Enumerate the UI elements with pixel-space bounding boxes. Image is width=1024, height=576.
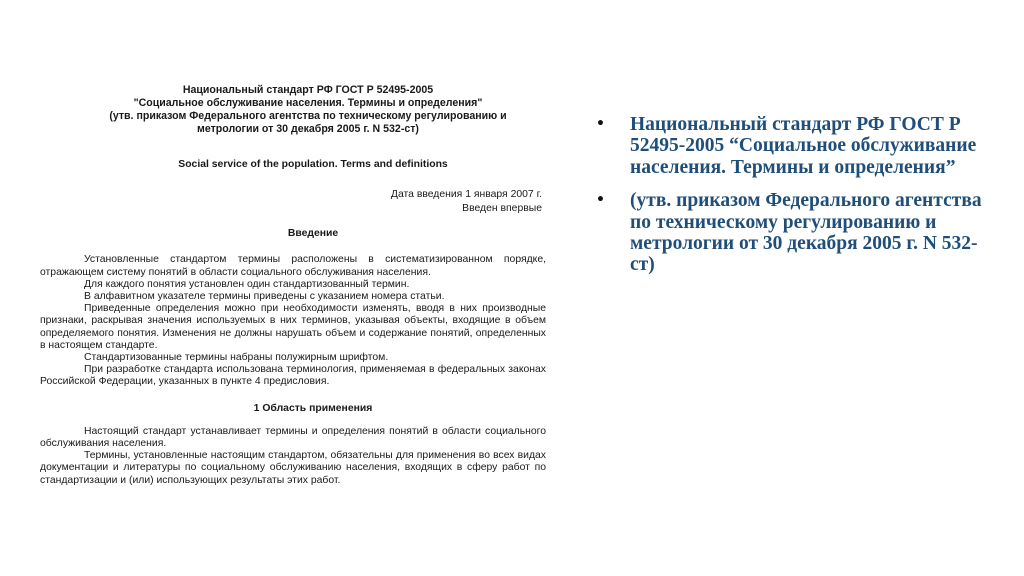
slide-bullet-list (596, 114, 996, 288)
bullet-dot-icon: • (596, 192, 605, 209)
bullet-text: Национальный стандарт РФ ГОСТ Р 52495-2005 “Социальное обслуживание населения. Термины и определения” (630, 114, 977, 178)
english-title: Social service of the population. Terms and definitions (178, 159, 448, 170)
scope-paragraph: Термины, установленные настоящим стандартом, обязательны для применения во всех видах документации и литературы по социальному обслуживанию населения, входящих в сферу работ по стандартизации и (или) использующих результаты этих работ. (40, 450, 546, 486)
header-line: "Социальное обслуживание населения. Термины и определения" (133, 97, 483, 109)
scope-paragraphs (40, 426, 546, 487)
bullet-dot-icon: • (596, 116, 605, 132)
header-line: Национальный стандарт РФ ГОСТ Р 52495-2005 (182, 84, 434, 96)
document-header (40, 84, 546, 136)
intro-paragraph: При разработке стандарта использована терминология, применяемая в федеральных законах Российской Федерации, указанных в пункте 4 предисловия. (40, 364, 546, 388)
bullet-item (596, 190, 996, 276)
scope-heading: 1 Область применения (253, 402, 373, 414)
date-block (40, 188, 546, 216)
scanned-document (40, 84, 546, 487)
intro-paragraphs (40, 254, 546, 388)
header-line: (утв. приказом Федерального агентства по техническому регулированию и (109, 110, 507, 122)
intro-paragraph: В алфавитном указателе термины приведены с указанием номера статьи. (84, 291, 445, 303)
intro-paragraph: Приведенные определения можно при необходимости изменять, вводя в них производные признаки, раскрывая значения используемых в них терминов, указывая объекты, входящие в объем определяемого понятия. Изменения не должны нарушать объем и содержание понятий, определенных в настоящем стандарте. (40, 303, 546, 351)
scope-paragraph: Настоящий стандарт устанавливает термины и определения понятий в области социального обслуживания населения. (40, 425, 546, 450)
intro-paragraph: Установленные стандартом термины расположены в систематизированном порядке, отражающем систему понятий в области социального обслуживания населения. (40, 254, 546, 278)
bullet-text: (утв. приказом Федерального агентства по техническому регулированию и метрологии от 30 декабря 2005 г. N 532-ст) (630, 190, 982, 276)
date-line: Дата введения 1 января 2007 г. (390, 189, 542, 201)
intro-paragraph: Стандартизованные термины набраны полужирным шрифтом. (84, 352, 389, 364)
bullet-item (596, 114, 996, 178)
intro-heading: Введение (287, 228, 339, 240)
date-line: Введен впервые (462, 203, 542, 215)
intro-paragraph: Для каждого понятия установлен один стандартизованный термин. (84, 278, 410, 290)
header-line: метрологии от 30 декабря 2005 г. N 532-ст) (197, 123, 419, 135)
